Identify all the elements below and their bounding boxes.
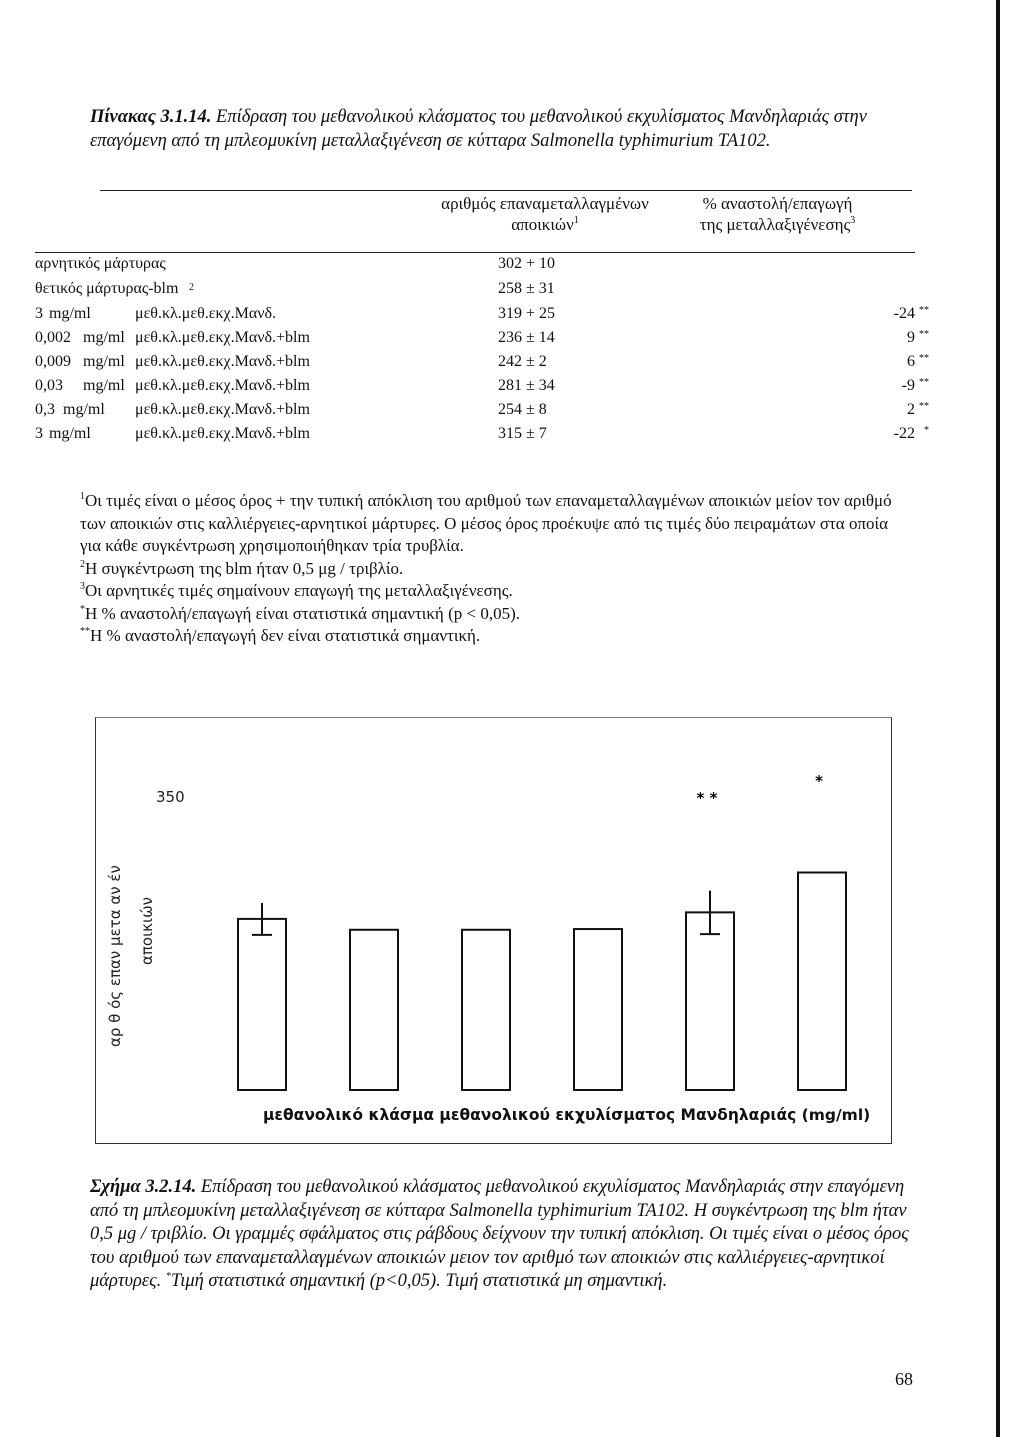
row-revertants-value: 242 ± 2 — [498, 353, 547, 370]
row-concentration: 3 — [35, 305, 43, 322]
y-axis-label-line1: αρ θ ός επαν μετα αν έν — [106, 865, 124, 1047]
figure-caption — [90, 1176, 910, 1294]
page-number: 68 — [895, 1369, 913, 1389]
row-revertants-value: 315 ± 7 — [498, 425, 547, 442]
note-5-sup: ** — [80, 626, 90, 637]
row-revertants-value: 254 ± 8 — [498, 401, 547, 418]
row-unit: mg/ml — [83, 329, 125, 346]
row-percent-value: -24 — [893, 305, 915, 322]
significance-marker: * * — [696, 789, 718, 807]
bar — [462, 930, 510, 1090]
bars-layer — [238, 772, 846, 1090]
row-unit: mg/ml — [83, 353, 125, 370]
note-5-text: Η % αναστολή/επαγωγή δεν είναι στατιστικά σημαντική. — [90, 626, 481, 645]
note-2-text: Η συγκέντρωση της blm ήταν 0,5 μg / τριβλίο. — [85, 558, 404, 578]
significance-marker: * — [815, 772, 823, 790]
row-treatment: μεθ.κλ.μεθ.εκχ.Μανδ. — [135, 305, 277, 322]
table-row: 0,009 mg/ml μεθ.κλ.μεθ.εκχ.Μανδ.+blm 242 ± 2 6 ** — [35, 353, 929, 370]
row-concentration: αρνητικός μάρτυρας — [35, 255, 166, 272]
note-3-sup: 3 — [80, 581, 85, 592]
bar — [574, 929, 622, 1090]
note-4-text: Η % αναστολή/επαγωγή είναι στατιστικά σημαντική (p < 0,05). — [85, 603, 520, 623]
row-treatment: μεθ.κλ.μεθ.εκχ.Μανδ.+blm — [135, 329, 310, 346]
row-percent-value: 2 — [907, 401, 915, 418]
row-concentration: 0,3 — [35, 401, 55, 418]
y-axis-label-line2: αποικιών — [138, 896, 156, 965]
table-caption-label: Πίνακας 3.1.14. — [90, 107, 212, 127]
bar — [238, 919, 286, 1090]
row-treatment: μεθ.κλ.μεθ.εκχ.Μανδ.+blm — [135, 377, 310, 394]
row-percent-value: 6 — [907, 353, 915, 370]
header-col-pct-line1: % αναστολή/επαγωγή — [702, 194, 853, 213]
header-col-pct-line2: της μεταλλαξιγένεσης — [699, 215, 851, 234]
figure-caption-text2: Τιμή στατιστικά σημαντική (p<0,05). Τιμή στατιστικά μη σημαντική. — [170, 1271, 668, 1291]
row-treatment: μεθ.κλ.μεθ.εκχ.Μανδ.+blm — [135, 353, 310, 370]
header-col-count-line1: αριθμός επαναμεταλλαγμένων — [441, 194, 649, 213]
row-concentration: 0,002 — [35, 329, 71, 346]
row-revertants-value: 258 ± 31 — [498, 280, 555, 297]
table-row: 0,002 mg/ml μεθ.κλ.μεθ.εκχ.Μανδ.+blm 236 ± 14 9 ** — [35, 329, 929, 346]
table-row: 3 mg/ml μεθ.κλ.μεθ.εκχ.Μανδ. 319 + 25 -24 ** — [35, 305, 929, 322]
bar — [686, 912, 734, 1090]
row-treatment: μεθ.κλ.μεθ.εκχ.Μανδ.+blm — [135, 425, 310, 442]
figure-caption-sup: * — [165, 1271, 171, 1282]
row-unit: mg/ml — [63, 401, 105, 418]
header-col-pct-sup: 3 — [850, 215, 856, 226]
row-treatment: μεθ.κλ.μεθ.εκχ.Μανδ.+blm — [135, 401, 310, 418]
row-unit: mg/ml — [49, 425, 91, 442]
note-4-sup: * — [80, 603, 85, 615]
row-concentration: 0,03 — [35, 377, 63, 394]
note-1-text: Οι τιμές είναι ο μέσος όρος + την τυπική απόκλιση του αριθμού των επαναμεταλλαγμένων αποικιών μείον τον αριθμό των αποικιών στις καλλιέργειες-αρνητικοί μάρτυρες. Ο μέσος όρος προέκυψε από τις τιμές δύο πειραμάτων στα οποία για κάθε συγκέντρωση χρησιμοποιήθηκαν τρία τρυβλία. — [80, 491, 892, 555]
table-row: 0,3 mg/ml μεθ.κλ.μεθ.εκχ.Μανδ.+blm 254 ± 8 2 ** — [35, 401, 929, 418]
bar — [350, 930, 398, 1090]
row-revertants-value: 236 ± 14 — [498, 329, 555, 346]
row-concentration: 0,009 — [35, 353, 71, 370]
header-col-count-sup: 1 — [573, 215, 579, 226]
table-row: 0,03 mg/ml μεθ.κλ.μεθ.εκχ.Μανδ.+blm 281 ± 34 -9 ** — [35, 377, 929, 394]
y-tick-label-350: 350 — [156, 788, 185, 806]
row-concentration: 3 — [35, 425, 43, 442]
bar — [798, 873, 846, 1091]
note-1-sup: 1 — [80, 491, 85, 502]
row-unit: mg/ml — [49, 305, 91, 322]
row-concentration: θετικός μάρτυρας-blm — [35, 280, 179, 297]
row-percent-value: -22 — [893, 425, 915, 442]
row-percent-value: -9 — [901, 377, 915, 394]
row-revertants-value: 302 + 10 — [498, 255, 556, 272]
row-percent-value: 9 — [907, 329, 915, 346]
figure-caption-label: Σχήμα 3.2.14. — [90, 1177, 197, 1197]
note-3-text: Οι αρνητικές τιμές σημαίνουν επαγωγή της μεταλλαξιγένεσης. — [85, 581, 513, 600]
figure-caption-text: Επίδραση του μεθανολικού κλάσματος μεθανολικού εκχυλίσματος Μανδηλαριάς στην επαγόμενη από τη μπλεομυκίνη μεταλλαξιγένεση σε κύτταρα Salmonella typhimurium TA102. Η συγκέντρωση της blm ήταν 0,5 μg / τριβλίο. Οι γραμμές σφάλματος στις ράβδους δείχνουν την τυπική απόκλιση. Οι τιμές είναι ο μέσος όρος του αριθμού των επαναμεταλλαγμένων αποικιών μειον τον αριθμό των αποικιών στις καλλιέργειες-αρνητικοί μάρτυρες. — [90, 1177, 909, 1291]
row-revertants-value: 319 + 25 — [498, 305, 556, 322]
header-col-count-line2: αποικιών — [511, 215, 574, 234]
table-row: 3 mg/ml μεθ.κλ.μεθ.εκχ.Μανδ.+blm 315 ± 7 -22 * — [35, 425, 929, 442]
row-revertants-value: 281 ± 34 — [498, 377, 555, 394]
x-axis-label: μεθανολικό κλάσμα μεθανολικού εκχυλίσματος Μανδηλαριάς (mg/ml) — [263, 1106, 871, 1124]
table-row: θετικός μάρτυρας-blm 2 258 ± 31 — [35, 280, 555, 297]
row-unit: mg/ml — [83, 377, 125, 394]
note-2-sup: 2 — [80, 558, 85, 570]
table-caption-text: Επίδραση του μεθανολικού κλάσματος του μεθανολικού εκχυλίσματος Μανδηλαριάς στην επαγόμενη από τη μπλεομυκίνη μεταλλαξιγένεση σε κύτταρα Salmonella typhimurium TA102. — [90, 107, 867, 151]
